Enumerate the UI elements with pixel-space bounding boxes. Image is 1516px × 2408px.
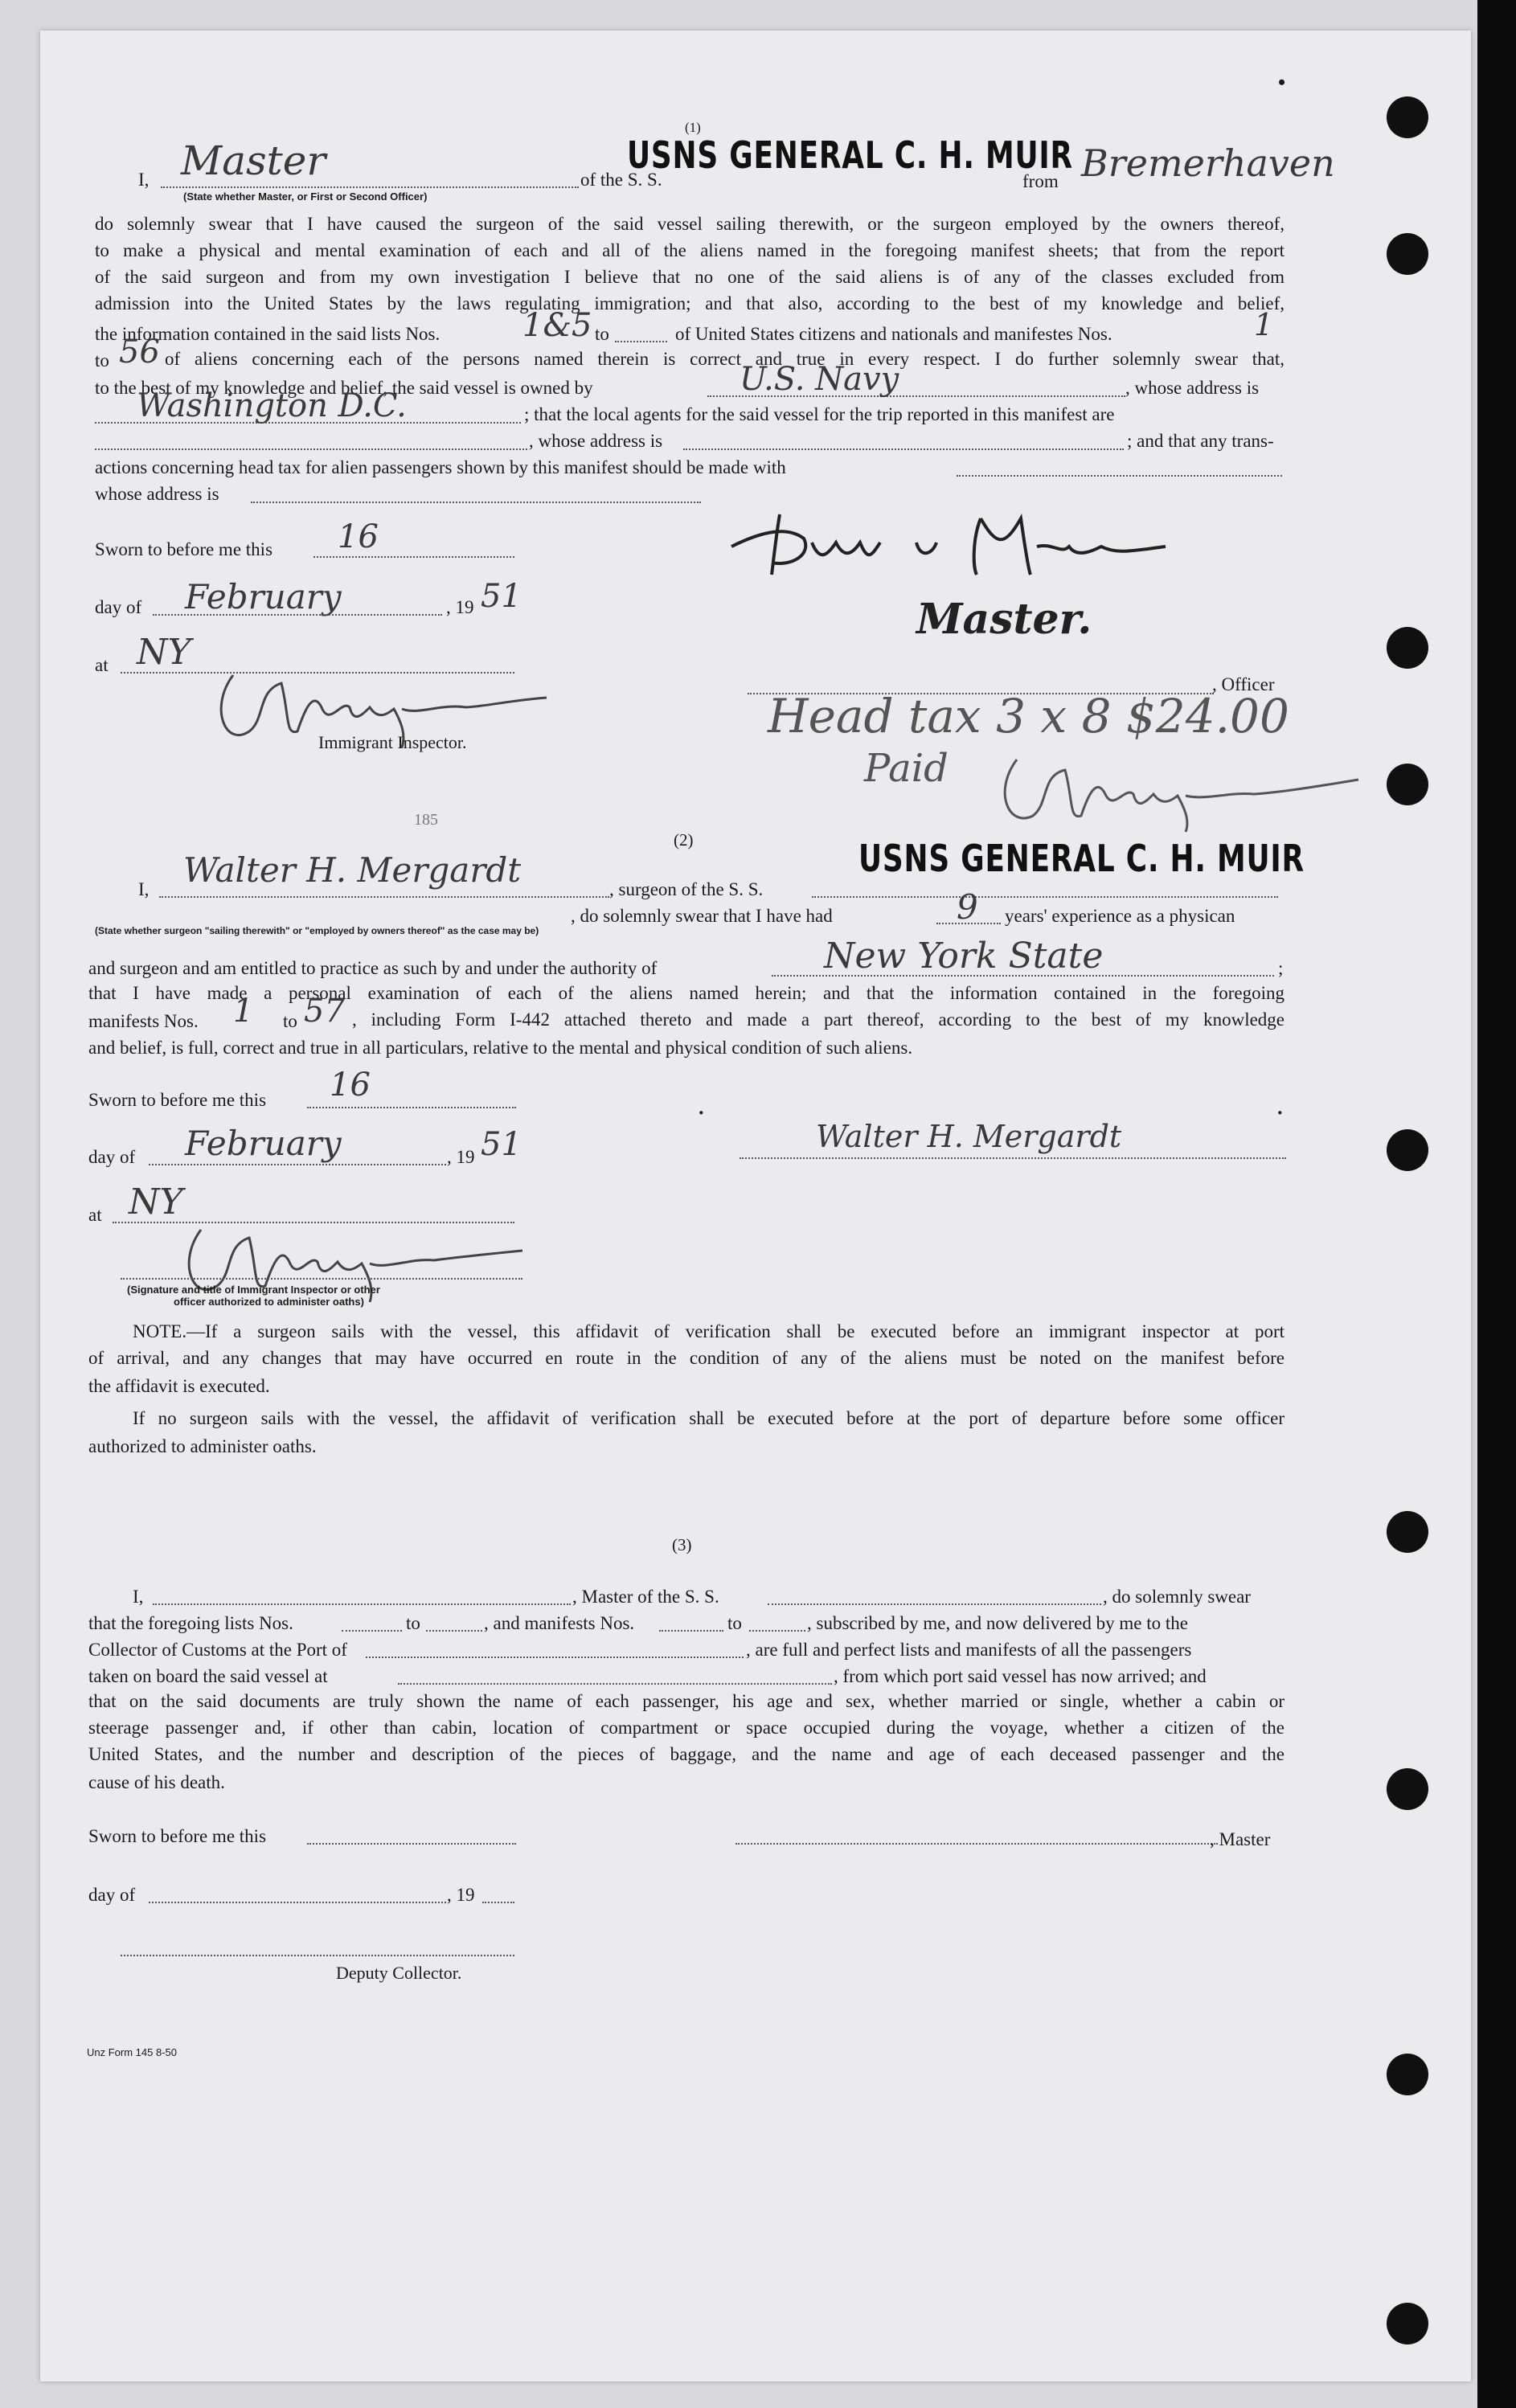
- ship-stamp: USNS GENERAL C. H. MUIR: [858, 837, 1305, 880]
- fill-line: [149, 1902, 446, 1903]
- fill-line: [812, 896, 1278, 898]
- port-handwritten: Bremerhaven: [1081, 141, 1335, 185]
- taken-on-board-label: taken on board the said vessel at: [88, 1666, 328, 1686]
- role-caption: (State whether Master, or First or Second Officer): [183, 190, 428, 203]
- day-of-label: day of: [88, 1147, 136, 1167]
- surgeon-from-handwritten: 1: [233, 993, 254, 1030]
- fill-line: [398, 1683, 832, 1685]
- section3-line8: cause of his death.: [88, 1772, 225, 1792]
- fill-line: [740, 1157, 1286, 1159]
- master-label: , Master: [1210, 1829, 1271, 1849]
- fill-line: [161, 186, 579, 188]
- section1-line4: admission into the United States by the laws regulating immigration; and that also, according to the best of my knowledge and belief,: [95, 293, 1285, 313]
- scan-edge: [1477, 0, 1516, 2408]
- form-number: Unz Form 145 8-50: [87, 2046, 177, 2058]
- note-line-2: of arrival, and any changes that may have occurred en route in the condition of any of the aliens must be noted on the manifest before: [88, 1348, 1285, 1368]
- fill-line: [121, 1278, 522, 1280]
- month-handwritten: February: [185, 1124, 342, 1163]
- fill-line: [159, 896, 609, 898]
- stray-mark: ·: [698, 1101, 705, 1124]
- transactions-label: ; and that any trans-: [1127, 431, 1274, 451]
- whose-address-label: , whose address is: [1125, 378, 1260, 398]
- section-number: (3): [672, 1535, 692, 1554]
- manifests-to-label: to: [727, 1613, 742, 1633]
- stray-mark: ·: [1276, 1101, 1284, 1124]
- section3-line6: steerage passenger and, if other than cabin, location of compartment or space occupied during the voyage, whether a citizen of the: [88, 1718, 1285, 1738]
- surgeon-handwritten: Walter H. Mergardt: [183, 850, 522, 890]
- lists-nos-label: that the foregoing lists Nos.: [88, 1613, 293, 1633]
- fill-line: [659, 1630, 723, 1632]
- authority-handwritten: New York State: [824, 936, 1104, 977]
- day-of-label: day of: [95, 597, 142, 617]
- fill-line: [342, 1630, 402, 1632]
- fill-line: [936, 923, 1001, 924]
- surgeon-of-label: , surgeon of the S. S.: [609, 879, 764, 899]
- month-handwritten: February: [185, 577, 342, 616]
- sworn-label: Sworn to before me this: [95, 539, 273, 559]
- fill-line: [768, 1603, 1101, 1605]
- fill-line: [749, 1630, 805, 1632]
- full-perfect-label: , are full and perfect lists and manifests of all the passengers: [746, 1640, 1192, 1660]
- sworn-label: Sworn to before me this: [88, 1826, 267, 1846]
- punch-hole: [1387, 2303, 1428, 2345]
- owner-handwritten: U.S. Navy: [740, 361, 899, 398]
- section2-i: I,: [138, 879, 150, 899]
- section3-line5: that on the said documents are truly shown the name of each passenger, his age and sex, whether married or single, whether a cabin or: [88, 1691, 1285, 1711]
- manifests-to-handwritten: 56: [119, 334, 160, 371]
- inspector-caption: Immigrant Inspector.: [318, 732, 467, 752]
- day-of-label: day of: [88, 1885, 136, 1905]
- fill-line: [313, 556, 514, 558]
- sworn-day-handwritten: 16: [330, 1067, 371, 1104]
- manifests-nos-label: , and manifests Nos.: [484, 1613, 635, 1633]
- year-handwritten: 51: [481, 578, 522, 615]
- section1-line3: of the said surgeon and from my own investigation I believe that no one of the said aliens is of any of the classes excluded from: [95, 267, 1285, 287]
- surgeon-signature-handwritten: Walter H. Mergardt: [816, 1119, 1122, 1154]
- at-handwritten: NY: [137, 632, 191, 673]
- collector-label: Collector of Customs at the Port of: [88, 1640, 347, 1660]
- year-prefix: , 19: [447, 1885, 475, 1905]
- year-prefix: , 19: [446, 597, 474, 617]
- sworn-day-handwritten: 16: [338, 518, 379, 555]
- fill-line: [121, 1955, 514, 1956]
- experience-label: years' experience as a physican: [1005, 906, 1235, 926]
- at-label: at: [88, 1205, 102, 1225]
- headtax-handwritten: Head tax 3 x 8 $24.00: [768, 689, 1289, 743]
- sworn-label: Sworn to before me this: [88, 1090, 267, 1110]
- semicolon: ;: [1278, 958, 1284, 978]
- section1-line6: of aliens concerning each of the persons named therein is correct and true in every respect. I do further solemnly swear that,: [165, 349, 1285, 369]
- fill-line: [95, 422, 521, 424]
- fill-line: [426, 1630, 482, 1632]
- lists-label: the information contained in the said lists Nos.: [95, 324, 440, 344]
- note-line-4: If no surgeon sails with the vessel, the affidavit of verification shall be executed before at the port of departure before some officer: [133, 1408, 1285, 1428]
- master-signature: [715, 498, 1182, 587]
- at-label: at: [95, 655, 109, 675]
- ink-spot: •: [1278, 71, 1286, 94]
- note-line-1: NOTE.—If a surgeon sails with the vessel, this affidavit of verification shall be executed before an immigrant inspector at port: [133, 1321, 1285, 1341]
- fill-line: [307, 1107, 516, 1108]
- manifests-from-handwritten: 1: [1254, 307, 1274, 342]
- section3-line7: United States, and the number and description of the pieces of baggage, and the name and age of each deceased passenger and the: [88, 1744, 1285, 1764]
- authority-label: and surgeon and am entitled to practice as such by and under the authority of: [88, 958, 658, 978]
- section2-line4: that I have made a personal examination of each of the aliens named herein; and that the information contained in the foregoing: [88, 983, 1285, 1003]
- fill-line: [149, 1164, 446, 1165]
- subscribed-label: , subscribed by me, and now delivered by me to the: [807, 1613, 1188, 1633]
- paid-handwritten: Paid: [864, 746, 949, 791]
- headtax-label: actions concerning head tax for alien passengers shown by this manifest should be made with: [95, 457, 786, 477]
- fill-line: [95, 448, 527, 450]
- fill-line: [153, 614, 442, 616]
- signature-caption-2: officer authorized to administer oaths): [174, 1296, 364, 1308]
- owned-by-label: to the best of my knowledge and belief, the said vessel is owned by: [95, 378, 593, 398]
- fill-line: [482, 1902, 514, 1903]
- fill-line: [772, 975, 1274, 977]
- year-handwritten: 51: [481, 1126, 522, 1163]
- role-handwritten: Master: [181, 137, 326, 184]
- faint-stamp-number: 185: [414, 811, 438, 829]
- section-number: (2): [674, 830, 694, 850]
- section3-i: I,: [133, 1587, 144, 1607]
- from-label: from: [1022, 171, 1059, 191]
- lists-from-handwritten: 1&5: [522, 307, 592, 344]
- fill-line: [251, 502, 701, 503]
- manifests-to: to: [95, 350, 109, 371]
- section-number: (1): [685, 120, 701, 135]
- punch-hole: [1387, 764, 1428, 805]
- section2-line5: , including Form I-442 attached thereto and made a part thereof, according to the best of my knowledge: [352, 1009, 1285, 1030]
- manifests-to: to: [283, 1011, 297, 1031]
- punch-hole: [1387, 627, 1428, 669]
- punch-hole: [1387, 2054, 1428, 2095]
- note-line-5: authorized to administer oaths.: [88, 1436, 317, 1456]
- swear-label: , do solemnly swear that I have had: [571, 906, 833, 926]
- of-said-ss: of the S. S.: [580, 170, 662, 190]
- section1-line1: do solemnly swear that I have caused the surgeon of the said vessel sailing therewith, or the surgeon employed by the owners thereof,: [95, 214, 1285, 234]
- punch-hole: [1387, 233, 1428, 275]
- master-of-ss-label: , Master of the S. S.: [572, 1587, 719, 1607]
- agent-address-label: , whose address is: [529, 431, 663, 451]
- section1-i: I,: [138, 170, 150, 190]
- fill-line: [735, 1843, 1218, 1845]
- officer-label: , Officer: [1212, 674, 1275, 694]
- surgeon-to-handwritten: 57: [304, 993, 345, 1030]
- year-prefix: , 19: [447, 1147, 475, 1167]
- master-title-handwritten: Master.: [916, 595, 1092, 644]
- lists-to-label: to: [406, 1613, 420, 1633]
- local-agents-label: ; that the local agents for the said vessel for the trip reported in this manifest are: [524, 404, 1115, 424]
- address-handwritten: Washington D.C.: [137, 387, 407, 424]
- fill-line: [153, 1603, 571, 1605]
- signature-caption-1: (Signature and title of Immigrant Inspector or other: [127, 1284, 380, 1296]
- manifests-label: manifests Nos.: [88, 1011, 199, 1031]
- punch-hole: [1387, 1511, 1428, 1553]
- whose-address-label-2: whose address is: [95, 484, 219, 504]
- note-line-3: the affidavit is executed.: [88, 1376, 270, 1396]
- section2-line6: and belief, is full, correct and true in all particulars, relative to the mental and physical condition of such aliens.: [88, 1038, 913, 1058]
- fill-line: [683, 448, 1124, 450]
- at-handwritten: NY: [129, 1181, 183, 1222]
- punch-hole: [1387, 1768, 1428, 1810]
- surgeon-caption: (State whether surgeon "sailing therewith" or "employed by owners thereof" as the case may be): [95, 925, 539, 936]
- fill-line: [957, 475, 1282, 477]
- paid-signature: [989, 747, 1366, 836]
- ship-stamp: USNS GENERAL C. H. MUIR: [627, 133, 1073, 177]
- punch-hole: [1387, 1129, 1428, 1171]
- fill-line: [615, 341, 667, 342]
- manifests-label: of United States citizens and nationals and manifestes Nos.: [675, 324, 1112, 344]
- fill-line: [307, 1843, 516, 1845]
- section1-line2: to make a physical and mental examination of each and all of the aliens named in the foregoing manifest sheets; that from the report: [95, 240, 1285, 260]
- punch-hole: [1387, 96, 1428, 138]
- solemnly-swear-label: , do solemnly swear: [1103, 1587, 1251, 1607]
- fill-line: [366, 1657, 744, 1658]
- lists-to: to: [595, 324, 609, 344]
- arrived-label: , from which port said vessel has now arrived; and: [834, 1666, 1207, 1686]
- deputy-collector-label: Deputy Collector.: [336, 1963, 462, 1983]
- years-handwritten: 9: [957, 887, 978, 927]
